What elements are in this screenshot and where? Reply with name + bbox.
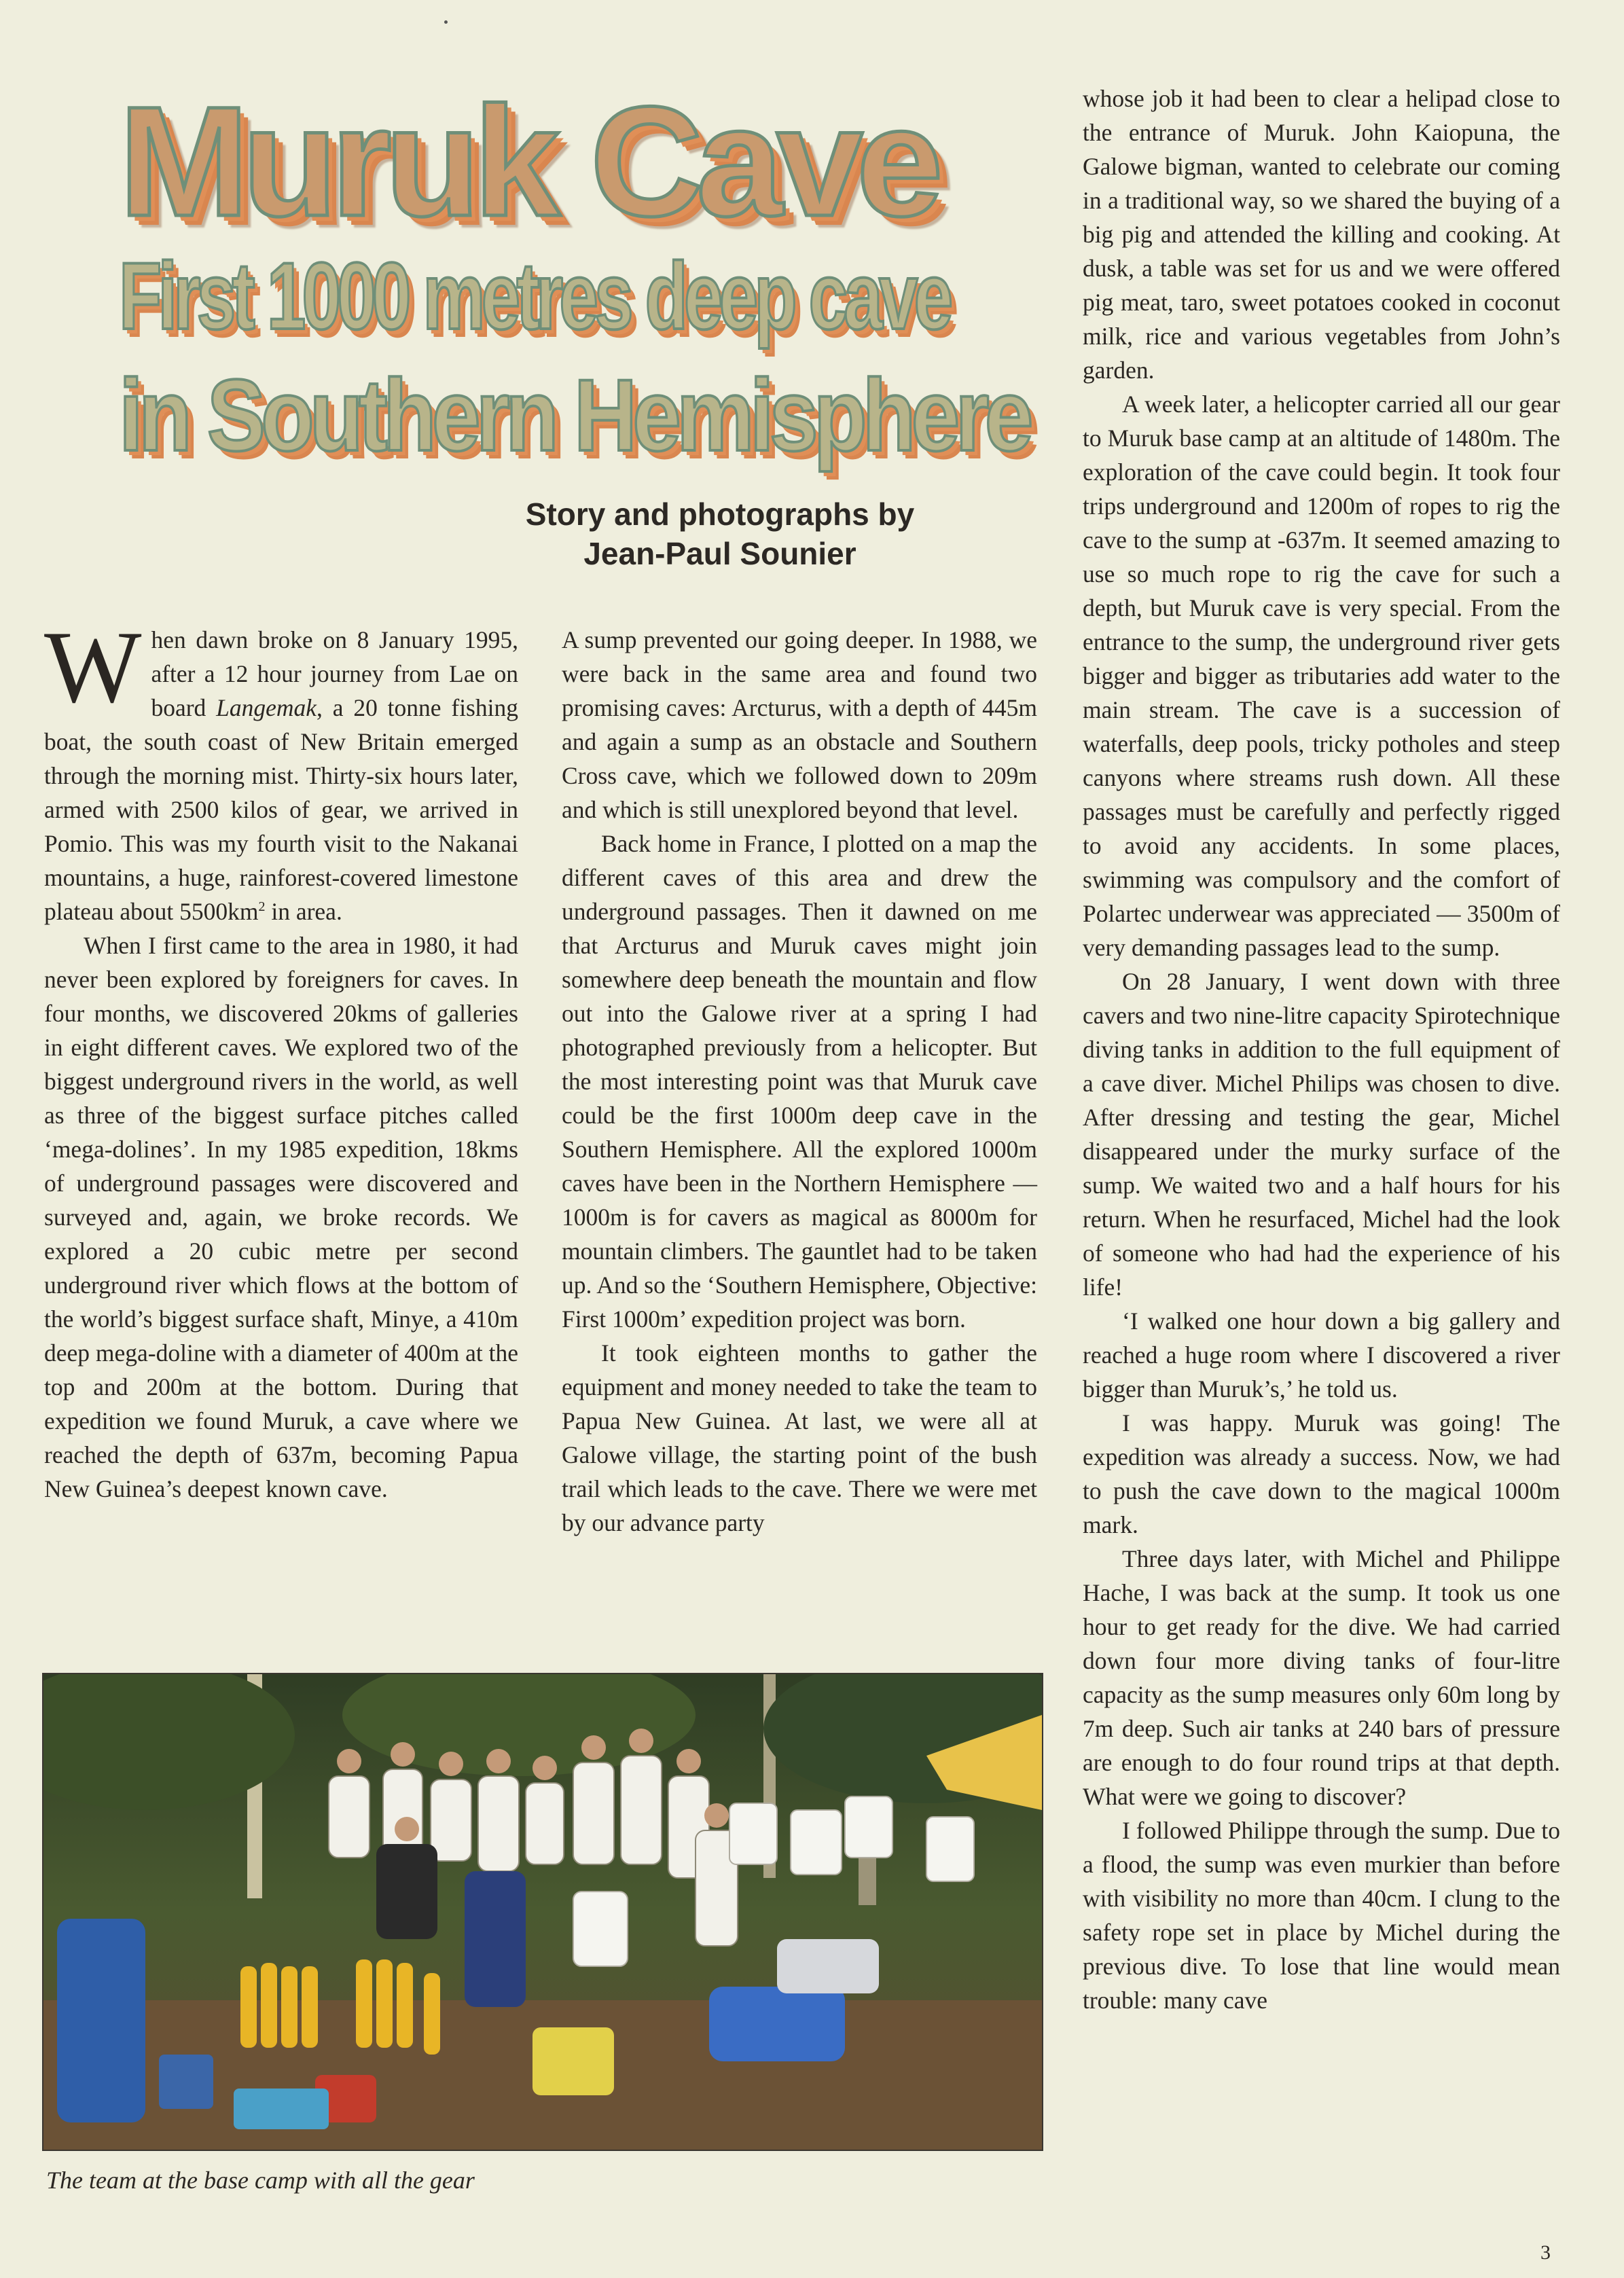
title-line-2: First 1000 metres deep cave [119, 242, 950, 349]
paragraph: I was happy. Muruk was going! The expedition was already a success. Now, we had to push the cave down to the magical 1000m mark. [1083, 1409, 1560, 1538]
paragraph: Back home in France, I plotted on a map the different caves of this area and drew the underground passages. Then it dawned on me that Arcturus and Muruk caves might join somewhere deep beneath the mountain and flow out into the Galowe river at a spring I had photographed previously from a helicopter. But the most interesting point was that Muruk cave could be the first 1000m deep cave in the Southern Hemisphere. All the explored 1000m caves have been in the Northern Hemisphere — 1000m is for cavers as magical as 8000m for mountain climbers. The gauntlet had to be taken up. And so the ‘Southern Hemisphere, Objective: First 1000m’ expedition project was born. [562, 830, 1037, 1333]
page-number: 3 [1540, 2241, 1551, 2264]
ship-name: Langemak [216, 694, 317, 721]
paragraph: When I first came to the area in 1980, it had never been explored by foreigners for caves. In four months, we discovered 20kms of galleries in eight different caves. We explored two of the biggest underground rivers in the world, as well as three of the biggest surface pitches called ‘mega-dolines’. In my 1985 expedition, 18kms of underground passages were discovered and surveyed and, again, we broke records. We explored a 20 cubic metre per second underground river which flows at the bottom of the world’s biggest surface shaft, Minye, a 410m deep mega-doline with a diameter of 400m at the top and 200m at the bottom. During that expedition we found Muruk, a cave where we reached the depth of 637m, becoming Papua New Guinea’s deepest known cave. [44, 932, 518, 1502]
title-line-3: in Southern Hemisphere [119, 358, 1029, 472]
paragraph: whose job it had been to clear a helipad close to the entrance of Muruk. John Kaiopuna, the Galowe bigman, wanted to celebrate our coming in a traditional way, so we shared the buying of a big pig and attended the killing and cooking. At dusk, a table was set for us and we were offered pig meat, taro, sweet potatoes cooked in coconut milk, rice and various vegetables from John’s garden. [1083, 85, 1560, 384]
superscript: 2 [258, 899, 266, 915]
team-photo-illustration [43, 1674, 1042, 2150]
print-speck [444, 20, 448, 24]
paragraph: A sump prevented our going deeper. In 1988, we were back in the same area and found two promising caves: Arcturus, with a depth of 445m and again a sump as an obstacle and Southern Cross cave, which we followed down to 209m and which is still unexplored beyond that level. [562, 626, 1037, 823]
paragraph: On 28 January, I went down with three cavers and two nine-litre capacity Spirotechnique diving tanks in addition to the full equipment of a cave diver. Michel Philips was chosen to dive. After dressing and testing the gear, Michel disappeared under the murky surface of the sump. We waited two and a half hours for his return. When he resurfaced, Michel had the look of someone who had had the experience of his life! [1083, 968, 1560, 1301]
byline-author: Jean-Paul Sounier [583, 536, 856, 571]
paragraph: A week later, a helicopter carried all our gear to Muruk base camp at an altitude of 1480m. The exploration of the cave could begin. It took four trips underground and 1200m of ropes to rig the cave to the sump at -637m. It seemed amazing to use so much rope to rig the cave for such a depth, but Muruk cave is very special. From the entrance to the sump, the underground river gets bigger and bigger as tributaries add water to the main stream. The cave is a succession of waterfalls, deep pools, tricky potholes and steep canyons where streams rush down. All these passages must be carefully and perfectly rigged to avoid any accidents. In some places, swimming was compulsory and the comfort of Polartec underwear was appreciated — 3500m of very demanding passages lead to the sump. [1083, 391, 1560, 961]
text-column-1 [44, 610, 518, 1506]
text-column-2 [562, 623, 1037, 1540]
paragraph: I followed Philippe through the sump. Due to a flood, the sump was even murkier than before with visibility no more than 40cm. I clung to the safety rope set in place by Michel during the previous dive. To lose that line would mean trouble: many cave [1083, 1817, 1560, 2014]
byline-line-1: Story and photographs by [525, 496, 915, 532]
text-run: in area. [265, 898, 342, 925]
paragraph: It took eighteen months to gather the equipment and money needed to take the team to Papua New Guinea. At last, we were all at Galowe village, the starting point of the bush trail which leads to the cave. There we were met by our advance party [562, 1339, 1037, 1536]
text-run: , a 20 tonne fishing boat, the south coast of New Britain emerged through the morning mist. Thirty-six hours later, armed with 2500 kilos of gear, we arrived in Pomio. This was my fourth visit to the Nakanai mountains, a huge, rainforest-covered limestone plateau about 5500km [44, 694, 518, 925]
text-run: hen dawn broke on 8 January 1995, after a 12 hour journey from Lae on board [151, 626, 518, 721]
drop-cap: W [44, 610, 142, 724]
byline [469, 494, 971, 573]
article-title [119, 71, 1029, 479]
photo-caption: The team at the base camp with all the gear [46, 2167, 475, 2194]
paragraph: Three days later, with Michel and Philippe Hache, I was back at the sump. It took us one hour to get ready for the dive. We had carried down four more diving tanks of four-litre capacity as the sump measures only 60m long by 7m deep. Such air tanks at 240 bars of pressure are enough to do four round trips at that depth. What were we going to discover? [1083, 1545, 1560, 1810]
paragraph [44, 610, 518, 928]
title-line-1: Muruk Cave [119, 74, 937, 249]
team-photo [42, 1673, 1043, 2151]
paragraph: ‘I walked one hour down a big gallery and reached a huge room where I discovered a river bigger than Muruk’s,’ he told us. [1083, 1307, 1560, 1403]
text-column-3 [1083, 82, 1560, 2017]
